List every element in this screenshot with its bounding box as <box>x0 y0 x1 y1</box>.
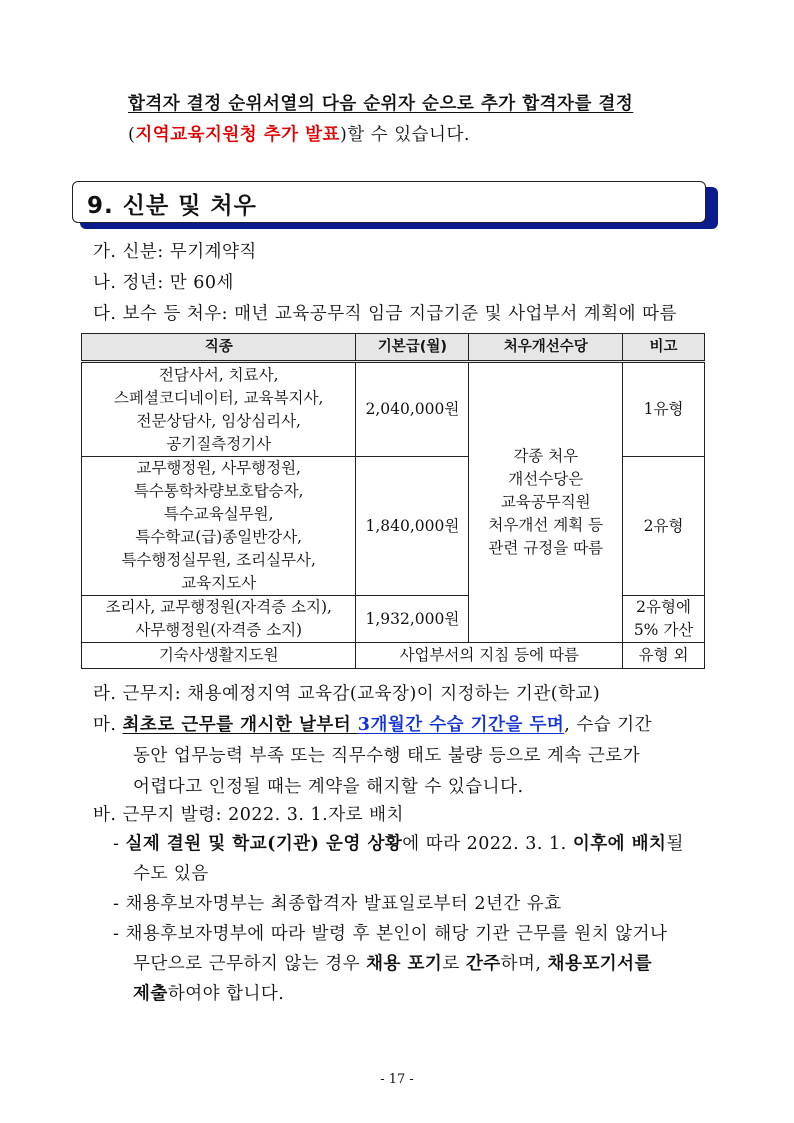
row2-job-line: 특수학교(급)종일반강사, <box>135 528 303 546</box>
intro-red-text: 지역교육지원청 추가 발표 <box>135 125 340 145</box>
ba-b3-bold: 간주 <box>465 954 501 974</box>
ba-bullet-3-line-3 <box>133 980 284 1005</box>
ba-b3-text: 하며, <box>500 954 548 974</box>
row4-pay-allowance: 사업부서의 지침 등에 따름 <box>356 643 623 669</box>
ba-b1-bold1: 실제 결원 및 학교(기관) 운영 상황 <box>125 834 403 854</box>
ba-b3-bold: 채용 포기 <box>366 954 443 974</box>
allowance-line: 개선수당은 <box>508 470 584 488</box>
section-title: 9. 신분 및 처우 <box>87 193 257 219</box>
ma-prefix: 마. <box>93 715 123 735</box>
item-ma-line-3: 어렵다고 인정될 때는 계약을 해지할 수 있습니다. <box>133 777 524 797</box>
ba-b1-mid: 에 따라 2022. 3. 1. <box>402 834 573 854</box>
row3-job-line: 사무행정원(자격증 소지) <box>135 621 303 639</box>
pay-table <box>81 333 705 669</box>
row2-job-line: 특수행정실무원, 조리실무사, <box>121 551 316 569</box>
allowance-line: 관련 규정을 따름 <box>488 539 604 557</box>
row2-job <box>82 457 356 596</box>
table-row <box>82 643 705 669</box>
ba-b1-end: 될 <box>666 834 684 854</box>
item-ma-line-2: 동안 업무능력 부족 또는 직무수행 태도 불량 등으로 계속 근로가 <box>133 746 641 766</box>
ba-bullet-1-line-2: 수도 있음 <box>133 864 209 884</box>
row3-note <box>623 596 705 643</box>
row3-job-line: 조리사, 교무행정원(자격증 소지), <box>105 598 332 616</box>
ma-blue: 3개월간 수습 기간을 두며 <box>357 715 565 735</box>
ba-b3-bold: 채용포기서를 <box>547 954 652 974</box>
table-header-row <box>82 334 705 362</box>
intro-line-1: 합격자 결정 순위서열의 다음 순위자 순으로 추가 합격자를 결정 <box>128 94 634 114</box>
row2-job-line: 교무행정원, 사무행정원, <box>136 459 301 477</box>
ba-dash: - <box>113 834 126 854</box>
item-da: 다. 보수 등 처우: 매년 교육공무직 임금 지급기준 및 사업부서 계획에 따름 <box>93 304 677 324</box>
ma-bold: 최초로 근무를 개시한 날부터 <box>122 715 358 735</box>
row3-note-line: 5% 가산 <box>633 621 694 639</box>
row3-job <box>82 596 356 643</box>
ba-b3-bold: 제출 <box>133 984 168 1004</box>
ba-bullet-3: - 채용후보자명부에 따라 발령 후 본인이 해당 기관 근무를 원치 않거나 <box>113 924 668 944</box>
ba-bullet-3-line-2 <box>133 950 652 975</box>
ma-rest: , 수습 기간 <box>564 715 653 735</box>
row1-job-line: 스페셜코디네이터, 교육복지사, <box>114 388 324 407</box>
row1-pay: 2,040,000원 <box>356 362 469 457</box>
page-number: - 17 - <box>380 1072 414 1087</box>
item-ga: 가. 신분: 무기계약직 <box>93 242 257 262</box>
ba-b1-bold2: 이후에 배치 <box>572 834 667 854</box>
section-header <box>72 181 706 223</box>
row1-job-line: 공기질측정기사 <box>166 434 272 453</box>
item-ra: 라. 근무지: 채용예정지역 교육감(교육장)이 지정하는 기관(학교) <box>93 684 601 704</box>
row1-note: 1유형 <box>623 362 705 457</box>
row2-job-line: 교육지도사 <box>181 574 257 592</box>
row3-pay: 1,932,000원 <box>356 596 469 643</box>
intro-rest: )할 수 있습니다. <box>339 125 470 145</box>
row1-job-line: 전문상담사, 임상심리사, <box>136 411 301 430</box>
ba-bullet-2: - 채용후보자명부는 최종합격자 발표일로부터 2년간 유효 <box>113 894 562 914</box>
row1-job <box>82 362 356 457</box>
row4-note: 유형 외 <box>623 643 705 669</box>
item-ma-line-1 <box>93 711 652 736</box>
ba-b3-text: 하여야 합니다. <box>167 984 285 1004</box>
row2-pay: 1,840,000원 <box>356 457 469 596</box>
ba-b3-text: 로 <box>442 954 466 974</box>
item-ba: 바. 근무지 발령: 2022. 3. 1.자로 배치 <box>93 805 404 825</box>
item-na: 나. 정년: 만 60세 <box>93 273 234 293</box>
allowance-line: 각종 처우 <box>513 447 579 465</box>
ba-b3-text: 무단으로 근무하지 않는 경우 <box>133 954 367 974</box>
header-note: 비고 <box>623 334 705 362</box>
allowance-line: 처우개선 계획 등 <box>488 516 604 534</box>
row1-job-line: 전담사서, 치료사, <box>158 365 279 384</box>
row2-note: 2유형 <box>623 457 705 596</box>
intro-line-2 <box>128 121 470 146</box>
allowance-cell <box>469 362 623 643</box>
intro-open-paren: ( <box>128 125 136 145</box>
allowance-line: 교육공무직원 <box>500 493 591 511</box>
row2-job-line: 특수교육실무원, <box>163 505 274 523</box>
row4-job: 기숙사생활지도원 <box>82 643 356 669</box>
row2-job-line: 특수통학차량보호탑승자, <box>133 482 304 500</box>
header-allowance: 처우개선수당 <box>469 334 623 362</box>
ba-bullet-1 <box>113 830 684 855</box>
header-pay: 기본급(월) <box>356 334 469 362</box>
row3-note-line: 2유형에 <box>636 598 691 616</box>
table-row <box>82 362 705 457</box>
header-job: 직종 <box>82 334 356 362</box>
